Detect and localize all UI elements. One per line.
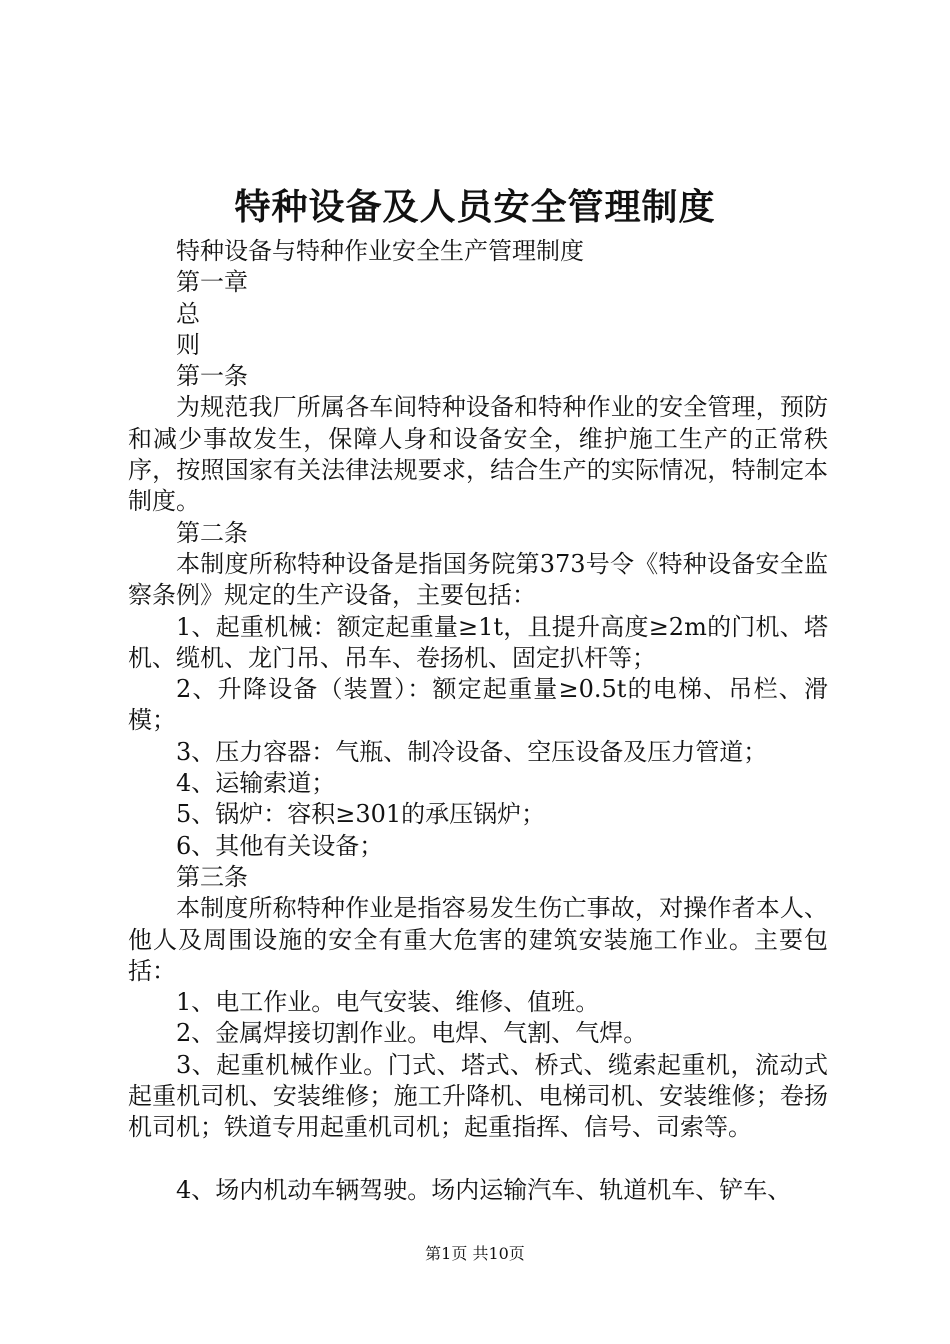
document-body <box>128 236 828 1206</box>
paragraph-article-1-body: 为规范我厂所属各车间特种设备和特种作业的安全管理，预防和减少事故发生，保障人身和设备安全，维护施工生产的正常秩序，按照国家有关法律法规要求，结合生产的实际情况，特制定本制度。 <box>128 393 828 516</box>
list-item-equipment-1: 1、起重机械：额定起重量≥1t，且提升高度≥2m的门机、塔机、缆机、龙门吊、吊车、卷扬机、固定扒杆等； <box>128 612 828 672</box>
list-item-operation-1: 1、电工作业。电气安装、维修、值班。 <box>176 988 600 1017</box>
list-item-operation-4: 4、场内机动车辆驾驶。场内运输汽车、轨道机车、铲车、 <box>176 1175 792 1204</box>
document-title: 特种设备及人员安全管理制度 <box>234 186 716 228</box>
list-item-equipment-6: 6、其他有关设备； <box>176 831 384 860</box>
paragraph-chapter: 第一章 <box>176 268 248 297</box>
paragraph-article-3-body: 本制度所称特种作业是指容易发生伤亡事故，对操作者本人、他人及周围设施的安全有重大危害的建筑安装施工作业。主要包括： <box>128 894 828 985</box>
paragraph-chapter-title-1: 总 <box>176 299 200 328</box>
paragraph-subtitle: 特种设备与特种作业安全生产管理制度 <box>176 237 584 265</box>
paragraph-article-3-heading: 第三条 <box>176 862 248 891</box>
list-item-equipment-2: 2、升降设备（装置）：额定起重量≥0.5t的电梯、吊栏、滑模； <box>128 675 828 735</box>
paragraph-article-2-body: 本制度所称特种设备是指国务院第373号令《特种设备安全监察条例》规定的生产设备，主要包括： <box>128 549 828 610</box>
list-item-equipment-4: 4、运输索道； <box>176 769 336 798</box>
paragraph-article-2-heading: 第二条 <box>176 518 248 547</box>
list-item-operation-2: 2、金属焊接切割作业。电焊、气割、气焊。 <box>176 1019 648 1048</box>
paragraph-article-1-heading: 第一条 <box>176 362 248 391</box>
paragraph-chapter-title-2: 则 <box>176 330 200 359</box>
page-footer: 第1页 共10页 <box>425 1244 525 1263</box>
list-item-equipment-3: 3、压力容器：气瓶、制冷设备、空压设备及压力管道； <box>176 737 768 766</box>
list-item-operation-3: 3、起重机械作业。门式、塔式、桥式、缆索起重机，流动式起重机司机、安装维修；施工升降机、电梯司机、安装维修；卷扬机司机；铁道专用起重机司机；起重指挥、信号、司索等。 <box>128 1050 828 1142</box>
list-item-equipment-5: 5、锅炉：容积≥301的承压锅炉； <box>176 800 546 829</box>
